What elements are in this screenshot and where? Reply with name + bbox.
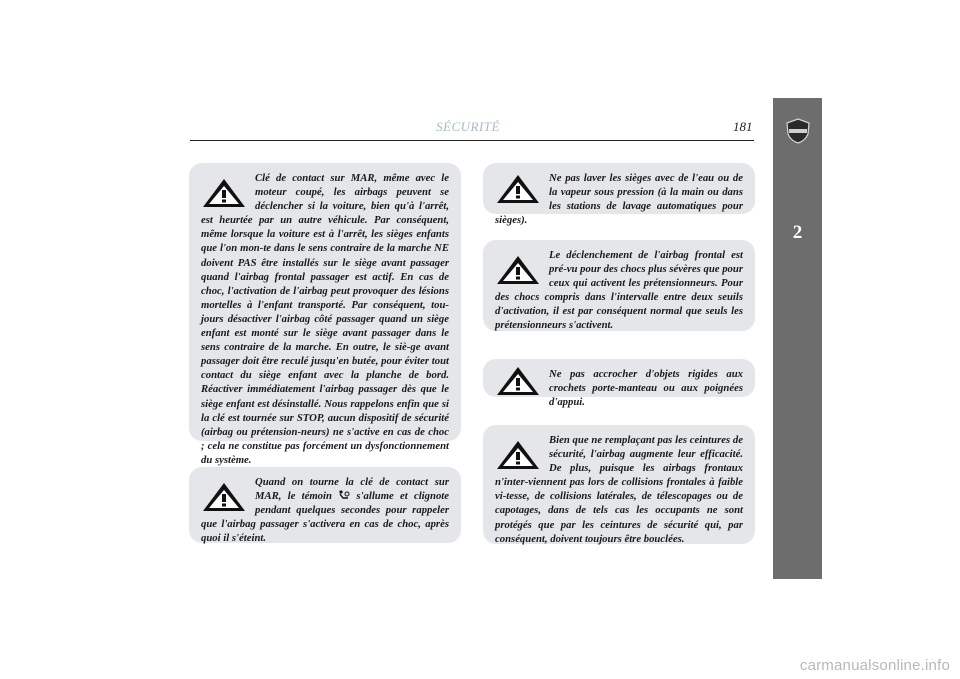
warning-triangle-icon	[201, 177, 247, 209]
warning-triangle-icon	[495, 173, 541, 205]
warning-box-seat-washing	[483, 163, 755, 227]
chapter-side-tab	[773, 98, 822, 579]
warning-box-rigid-objects	[483, 359, 755, 409]
warning-text-after: s'allume et clignote pendant quelques secondes pour rappeler que l'airbag passager s'activera en cas de choc, après quoi il s'éteint.	[201, 490, 449, 545]
warning-box-airbag-deployment	[483, 240, 755, 331]
airbag-warning-lamp-icon	[338, 490, 350, 500]
warning-text: Ne pas accrocher d'objets rigides aux crochets porte-manteau ou aux poignées d'appui.	[549, 368, 743, 409]
warning-box-seat-belts	[483, 425, 755, 544]
warning-triangle-icon	[201, 481, 247, 513]
warning-triangle-icon	[495, 365, 541, 397]
warning-box-airbag-lamp	[189, 467, 461, 543]
section-title: SÉCURITÉ	[436, 119, 500, 134]
warning-triangle-icon	[495, 439, 541, 471]
warning-triangle-icon	[495, 254, 541, 286]
warning-box-airbag-ignition	[189, 163, 461, 466]
page-number: 181	[733, 119, 753, 134]
warning-text: Ne pas laver les sièges avec de l'eau ou de la vapeur sous pression (à la main ou dans les stations de lavage automatiques pour sièges).	[495, 172, 743, 227]
warning-text: Bien que ne remplaçant pas les ceintures de sécurité, l'airbag augmente leur efficacité. De plus, puisque les airbags frontaux n'inter-viennent pas lors de collisions frontales à faible vi-tesse, de collisions latérales, de télescopages ou de capotages, dans de tels cas les occupants ne sont protégés que par les ceintures de sécurité qui, par conséquent, doivent toujours être bouclées.	[495, 434, 743, 545]
chapter-number: 2	[792, 222, 803, 243]
header-rule	[190, 140, 754, 141]
warning-text-before: Quand on tourne la clé de contact sur MAR, le témoin	[255, 476, 449, 503]
lancia-badge-icon	[785, 118, 811, 144]
warning-text: Clé de contact sur MAR, même avec le moteur coupé, les airbags peuvent se déclencher si la voiture, bien qu'à l'arrêt, est heurtée par un autre véhicule. Par conséquent, même lorsque la voiture est à l'arrêt, les sièges enfants que l'on mon-te dans le sens contraire de la marche NE doivent PAS être installés sur le siège avant passager quand l'airbag frontal passager est actif. En cas de choc, l'activation de l'airbag peut provoquer des lésions mortelles à l'enfant transporté. Par conséquent, tou-jours désactiver l'airbag côté passager quand un siège enfant est monté sur le siège avant passager dans le sens contraire de la marche. En outre, le siè-ge avant passager doit être reculé jusqu'en butée, pour éviter tout contact du siège enfant avec la planche de bord. Réactiver immédiatement l'airbag passager dès que le siège enfant est désinstallé. Nous rappelons enfin que si la clé est tournée sur STOP, aucun dispositif de sécurité (airbag ou prétension-neurs) ne s'active en cas de choc ; cela ne constitue pas forcément un dysfonctionnement du système.	[201, 172, 449, 466]
warning-text: Le déclenchement de l'airbag frontal est pré-vu pour des chocs plus sévères que pour ceux qui activent les prétensionneurs. Pour des chocs compris dans l'intervalle entre deux seuils d'activation, il est par conséquent normal que seuls les prétensionneurs s'activent.	[495, 249, 743, 332]
watermark: carmanualsonline.info	[799, 657, 950, 674]
